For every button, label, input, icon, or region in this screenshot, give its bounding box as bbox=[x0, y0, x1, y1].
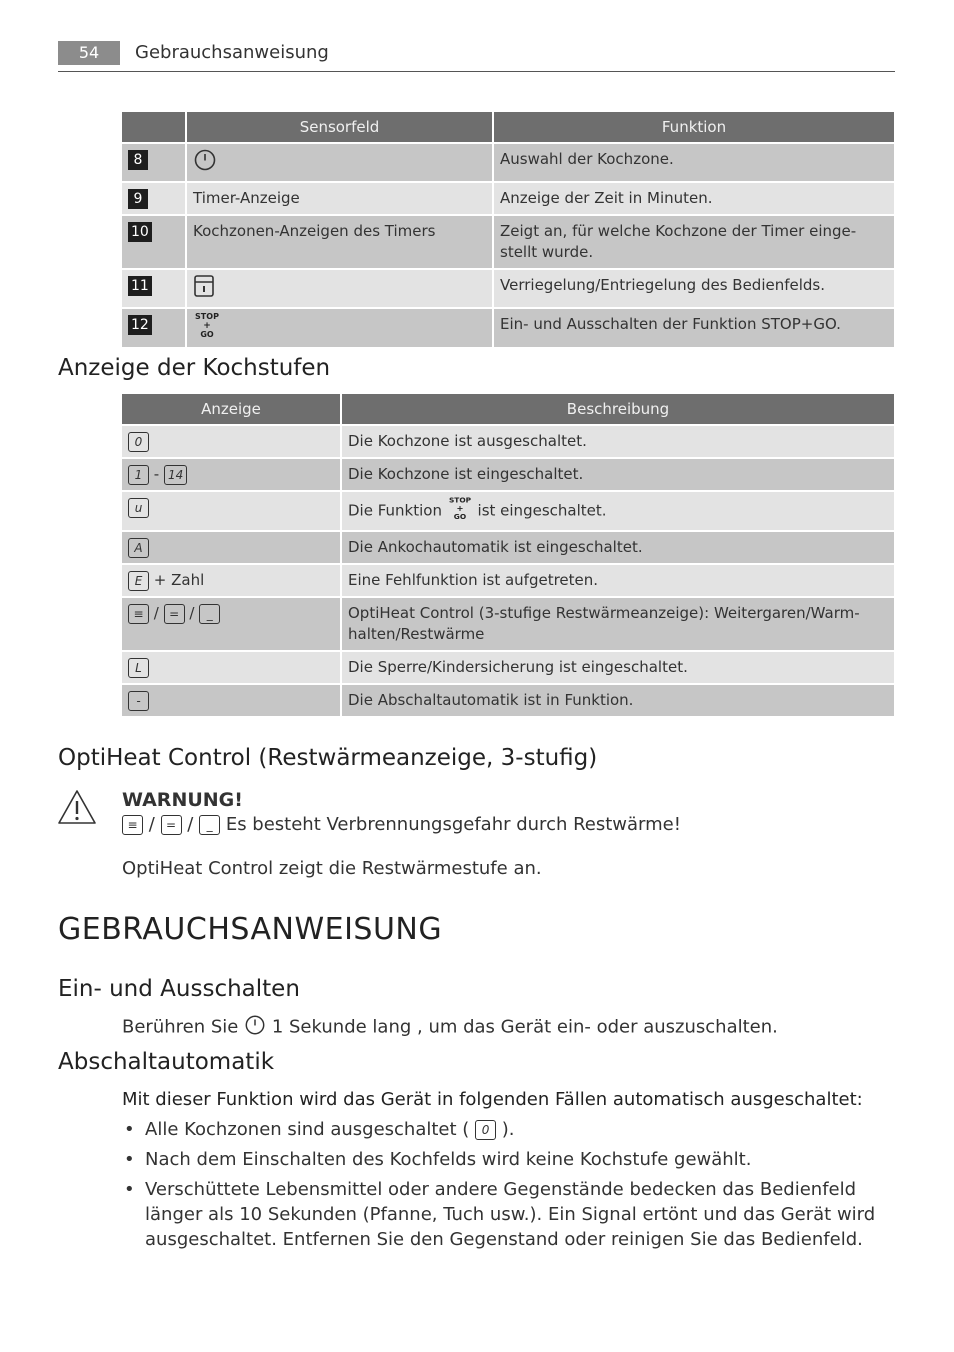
display-separator: / bbox=[187, 814, 194, 835]
table-header: Beschreibung bbox=[342, 394, 894, 424]
display-symbol: ≡ bbox=[122, 815, 143, 835]
display-symbol: ≡ bbox=[128, 604, 149, 624]
display-symbol: 0 bbox=[128, 432, 149, 452]
display-symbol: 1 bbox=[128, 465, 149, 485]
warning-icon bbox=[56, 788, 98, 830]
table-row bbox=[122, 459, 894, 490]
display-symbol: - bbox=[128, 691, 149, 711]
cell-beschreibung: OptiHeat Control (3-stufige Restwärmeanzeige): Weitergaren/Warm-halten/Restwärme bbox=[342, 598, 894, 650]
cell-funktion: Zeigt an, für welche Kochzone der Timer einge-stellt wurde. bbox=[494, 216, 894, 268]
stop-go-icon bbox=[193, 311, 221, 345]
table-header: Funktion bbox=[494, 112, 894, 142]
stop-go-label-plus: + bbox=[456, 502, 464, 513]
table-row bbox=[122, 309, 894, 347]
cell-beschreibung: Die Sperre/Kindersicherung ist eingeschaltet. bbox=[342, 652, 894, 683]
row-number: 11 bbox=[128, 276, 152, 296]
table-header-row bbox=[122, 394, 894, 424]
display-suffix: + Zahl bbox=[153, 571, 205, 589]
ein-aus-text-post: 1 Sekunde lang , um das Gerät ein- oder auszuschalten. bbox=[271, 1016, 778, 1038]
cell-sensor: Timer-Anzeige bbox=[187, 183, 492, 214]
power-icon bbox=[193, 148, 217, 178]
lock-icon bbox=[193, 274, 215, 304]
table-row bbox=[122, 183, 894, 214]
list-item: • Nach dem Einschalten des Kochfelds wird keine Kochstufe gewählt. bbox=[122, 1147, 892, 1172]
heading-ein-aus: Ein- und Ausschalten bbox=[58, 976, 300, 1002]
display-separator: - bbox=[153, 465, 160, 483]
display-symbol: E bbox=[128, 571, 149, 591]
stop-go-label-plus: + bbox=[203, 321, 211, 331]
cell-funktion: Ein- und Ausschalten der Funktion STOP+GO. bbox=[494, 309, 894, 347]
warning-text: Es besteht Verbrennungsgefahr durch Restwärme! bbox=[225, 814, 681, 835]
cell-funktion: Auswahl der Kochzone. bbox=[494, 144, 894, 181]
display-symbol: = bbox=[164, 604, 185, 624]
display-symbol: 0 bbox=[475, 1120, 496, 1140]
display-symbol: A bbox=[128, 538, 149, 558]
cell-beschreibung: Die Abschaltautomatik ist in Funktion. bbox=[342, 685, 894, 716]
list-item bbox=[122, 1117, 892, 1142]
display-symbol: = bbox=[161, 815, 182, 835]
display-symbol: _ bbox=[199, 604, 220, 624]
heading-abschalt: Abschaltautomatik bbox=[58, 1049, 275, 1075]
stop-go-icon bbox=[447, 495, 473, 527]
table-row bbox=[122, 685, 894, 716]
page-header bbox=[58, 39, 895, 72]
beschreibung-pre: Die Funktion bbox=[348, 501, 442, 520]
display-separator: / bbox=[153, 604, 159, 622]
abschalt-list bbox=[122, 1117, 892, 1257]
row-number: 9 bbox=[128, 189, 148, 209]
page-number: 54 bbox=[58, 41, 120, 65]
section-title: GEBRAUCHSANWEISUNG bbox=[58, 912, 443, 947]
display-symbol: _ bbox=[199, 815, 220, 835]
bullet-text: Alle Kochzonen sind ausgeschaltet ( bbox=[145, 1119, 470, 1140]
table-row bbox=[122, 652, 894, 683]
heading-optiheat: OptiHeat Control (Restwärmeanzeige, 3-stufig) bbox=[58, 745, 598, 771]
sensor-table bbox=[120, 110, 896, 349]
row-number: 10 bbox=[128, 222, 152, 242]
cell-funktion: Anzeige der Zeit in Minuten. bbox=[494, 183, 894, 214]
header-title: Gebrauchsanweisung bbox=[135, 42, 329, 63]
display-separator: / bbox=[148, 814, 155, 835]
table-row bbox=[122, 426, 894, 457]
beschreibung-post: ist eingeschaltet. bbox=[477, 501, 607, 520]
table-row bbox=[122, 492, 894, 530]
table-row bbox=[122, 532, 894, 563]
abschalt-intro: Mit dieser Funktion wird das Gerät in folgenden Fällen automatisch ausgeschaltet: bbox=[122, 1089, 863, 1110]
row-number: 8 bbox=[128, 150, 148, 170]
cell-beschreibung: Die Kochzone ist ausgeschaltet. bbox=[342, 426, 894, 457]
cell-beschreibung: Die Kochzone ist eingeschaltet. bbox=[342, 459, 894, 490]
cell-beschreibung bbox=[342, 492, 894, 530]
cell-funktion: Verriegelung/Entriegelung des Bedienfelds. bbox=[494, 270, 894, 307]
kochstufen-table bbox=[120, 392, 896, 718]
warning-title: WARNUNG! bbox=[122, 789, 243, 811]
table-row bbox=[122, 216, 894, 268]
table-header-row bbox=[122, 112, 894, 142]
display-symbol: 14 bbox=[164, 465, 187, 485]
optiheat-info: OptiHeat Control zeigt die Restwärmestufe an. bbox=[122, 858, 542, 879]
cell-beschreibung: Die Ankochautomatik ist eingeschaltet. bbox=[342, 532, 894, 563]
list-item: • Verschüttete Lebensmittel oder andere Gegenstände bedecken das Bedienfeld länger als 10 Sekunden (Pfanne, Tuch usw.). Ein Signal ertönt und das Gerät wird ausgeschaltet. Entfernen Sie den Gegenstand oder reinigen Sie das Bedienfeld. bbox=[122, 1177, 892, 1252]
table-header-num bbox=[122, 112, 185, 142]
display-separator: / bbox=[189, 604, 195, 622]
table-row bbox=[122, 270, 894, 307]
stop-go-label-bottom: GO bbox=[453, 512, 466, 521]
ein-aus-text bbox=[122, 1014, 778, 1041]
power-icon bbox=[244, 1014, 266, 1041]
row-number: 12 bbox=[128, 315, 152, 335]
table-header: Anzeige bbox=[122, 394, 340, 424]
stop-go-label-bottom: GO bbox=[200, 330, 214, 339]
display-symbol: u bbox=[128, 498, 149, 518]
table-header: Sensorfeld bbox=[187, 112, 492, 142]
ein-aus-text-pre: Berühren Sie bbox=[122, 1016, 239, 1038]
bullet-text: ). bbox=[501, 1119, 515, 1140]
cell-beschreibung: Eine Fehlfunktion ist aufgetreten. bbox=[342, 565, 894, 596]
warning-line bbox=[122, 814, 681, 835]
stop-go-label-top: STOP bbox=[448, 495, 471, 505]
display-symbol: L bbox=[128, 658, 149, 678]
table-row bbox=[122, 565, 894, 596]
table-row bbox=[122, 598, 894, 650]
cell-sensor: Kochzonen-Anzeigen des Timers bbox=[187, 216, 492, 268]
table-row bbox=[122, 144, 894, 181]
heading-kochstufen: Anzeige der Kochstufen bbox=[58, 355, 331, 381]
stop-go-label-top: STOP bbox=[195, 312, 219, 321]
